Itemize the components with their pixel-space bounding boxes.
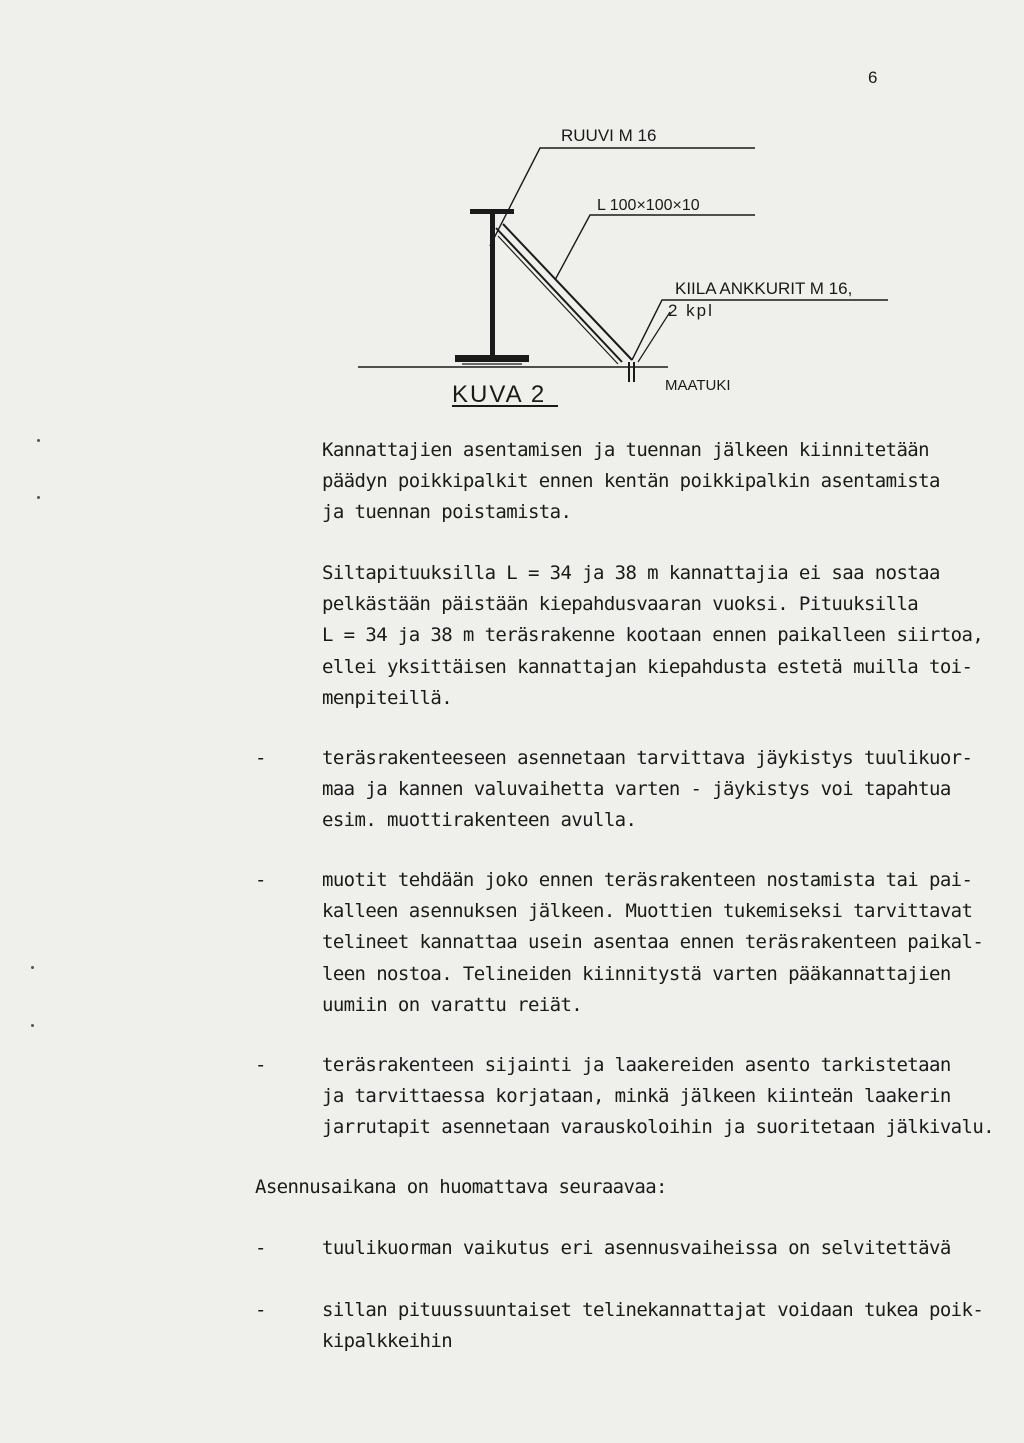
beam-web [490, 214, 495, 358]
label-angle: L 100×100×10 [597, 197, 700, 214]
angle-brace [496, 228, 622, 362]
bullet-text: sillan pituussuuntaiset telinekannattajat voidaan tukea poik- kipalkkeihin [322, 1299, 984, 1353]
bullet-text: muotit tehdään joko ennen teräsrakenteen nostamista tai pai- kalleen asennuksen jälkeen. Muottien tukemiseksi tarvittavat telineet kannattaa usein asentaa ennen teräsrakenteen paikal- leen nostoa. Telineiden kiinnitystä varten pääkannattajien uumiin on varattu reiät. [322, 869, 984, 1016]
scan-speck [31, 966, 34, 969]
bullet-dash: - [255, 1054, 267, 1076]
label-ground: MAATUKI [665, 377, 731, 394]
scan-speck [31, 1024, 34, 1027]
bullet-dash: - [255, 1237, 267, 1259]
page-number: 6 [868, 68, 878, 87]
label-anchor-line1: KIILA ANKKURIT M 16, [675, 279, 853, 298]
paragraph-3: Asennusaikana on huomattava seuraavaa: [255, 1176, 667, 1198]
bullet-dash: - [255, 747, 267, 769]
label-screw: RUUVI M 16 [561, 126, 657, 145]
scan-speck [37, 439, 40, 442]
support-drawing [0, 0, 1024, 420]
beam-bottom-flange [455, 355, 529, 362]
bullet-text: teräsrakenteen sijainti ja laakereiden asento tarkistetaan ja tarvittaessa korjataan, minkä jälkeen kiinteän laakerin jarrutapit asennetaan varauskoloihin ja suoritetaan jälkivalu. [322, 1054, 995, 1139]
leader-angle [555, 215, 755, 280]
scan-speck [37, 496, 40, 499]
label-anchor-line2: 2 kpl [668, 301, 714, 320]
figure-caption: KUVA 2 [452, 381, 547, 408]
paragraph-2: Siltapituuksilla L = 34 ja 38 m kannattajia ei saa nostaa pelkästään päistään kiepahdusvaaran vuoksi. Pituuksilla L = 34 ja 38 m teräsrakenne kootaan ennen paikalleen siirtoa, ellei yksittäisen kannattajan kiepahdusta estetä muilla toi- menpiteillä. [322, 562, 984, 709]
bullet-dash: - [255, 869, 267, 891]
bullet-dash: - [255, 1299, 267, 1321]
bullet-text: tuulikuorman vaikutus eri asennusvaiheissa on selvitettävä [322, 1237, 951, 1259]
paragraph-1: Kannattajien asentamisen ja tuennan jälkeen kiinnitetään päädyn poikkipalkit ennen kentän poikkipalkin asentamista ja tuennan poistamista. [322, 439, 940, 524]
bullet-text: teräsrakenteeseen asennetaan tarvittava jäykistys tuulikuor- maa ja kannen valuvaihetta varten - jäykistys voi tapahtua esim. muottirakenteen avulla. [322, 747, 973, 832]
